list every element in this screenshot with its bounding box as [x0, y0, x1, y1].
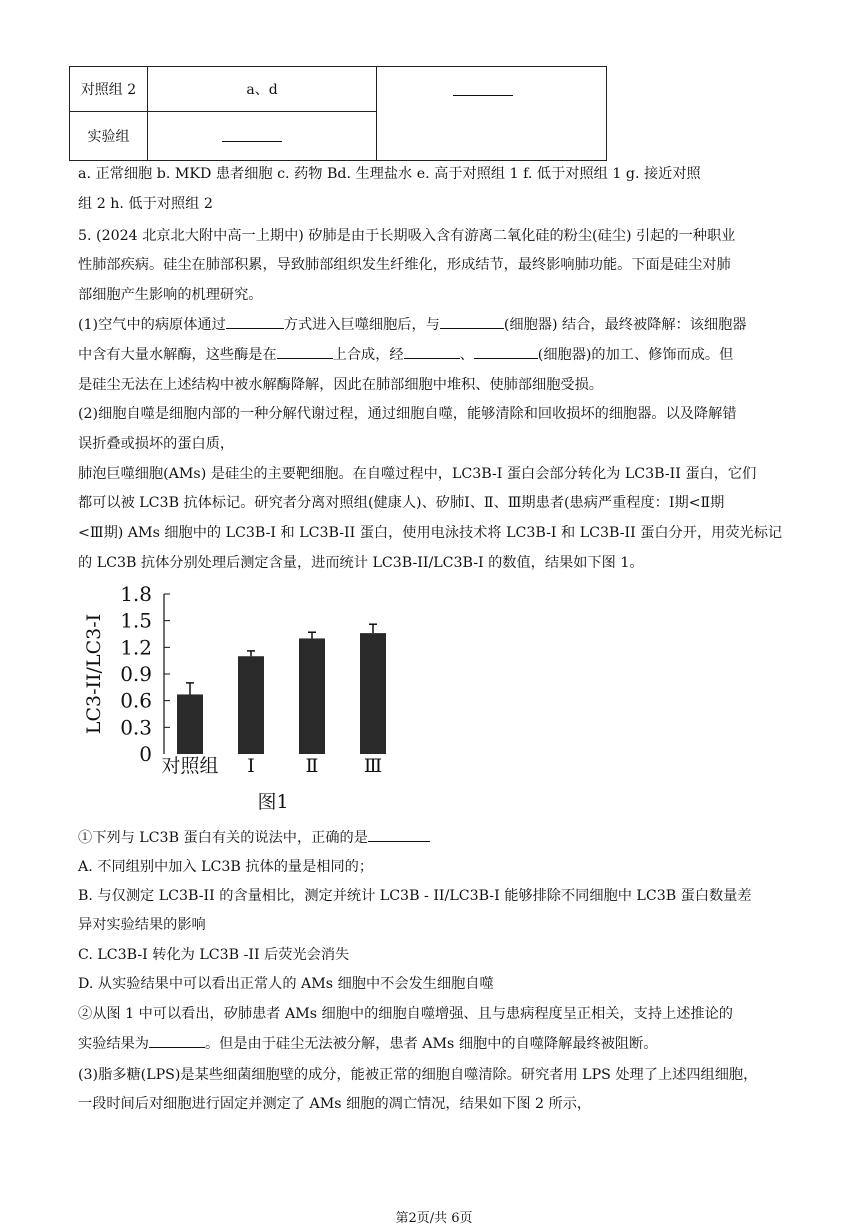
page-footer: 第2页/共 6页: [395, 1211, 473, 1226]
y-axis-label: LC3-II/LC3-I: [83, 613, 105, 735]
option-d: D. 从实验结果中可以看出正常人的 AMs 细胞中不会发生细胞自噬: [78, 976, 494, 992]
figure-caption: 图1: [257, 791, 289, 813]
part-2-line: (2)细胞自噬是细胞内部的一种分解代谢过程，通过细胞自噬，能够清除和回收损坏的细胞器。以及降解错: [78, 406, 737, 422]
table-cell-result: [377, 67, 607, 161]
text-span: (1)空气中的病原体通过: [78, 317, 226, 333]
y-tick-label: 0.9: [120, 662, 152, 686]
text-span: 方式进入巨噬细胞后，与: [283, 317, 440, 333]
table-cell-label: 实验组: [70, 112, 148, 161]
y-tick-label: 1.2: [120, 635, 152, 660]
text-span: 上合成，经: [332, 347, 404, 363]
part-2-line: 肺泡巨噬细胞(AMs) 是硅尘的主要靶细胞。在自噬过程中，LC3B-I 蛋白会部分转化为 LC3B-II 蛋白，它们: [78, 466, 757, 482]
x-tick-label: Ⅲ: [363, 755, 383, 777]
option-a: A. 不同组别中加入 LC3B 抗体的量是相同的；: [78, 859, 374, 875]
question-5-stem: 5. (2024 北京北大附中高一上期中) 矽肺是由于长期吸入含有游离二氧化硅的粉尘(硅尘) 引起的一种职业: [78, 228, 736, 244]
table-row: [70, 67, 607, 112]
bar: [238, 656, 264, 754]
table-cell-value: a、d: [148, 67, 377, 112]
text-span: (细胞器) 结合，最终被降解：该细胞器: [503, 317, 747, 333]
y-tick-label: 1.5: [120, 608, 152, 633]
experiment-table-fragment: [69, 66, 607, 161]
table-cell-label: 对照组 2: [70, 67, 148, 112]
part-2-line: 的 LC3B 抗体分别处理后测定含量，进而统计 LC3B-II/LC3B-I 的数值，结果如下图 1。: [78, 555, 644, 571]
answer-blank: [440, 316, 504, 329]
figure-1-bar-chart: [80, 578, 420, 818]
part-3-line: (3)脂多糖(LPS)是某些细菌细胞壁的成分，能被正常的细胞自噬清除。研究者用 LPS 处理了上述四组细胞，: [78, 1067, 758, 1083]
part-1-line: [78, 346, 818, 364]
question-2-line: [78, 1035, 818, 1053]
bar: [299, 638, 325, 754]
part-1-line: 是硅尘无法在上述结构中被水解酶降解，因此在肺部细胞中堆积、使肺部细胞受损。: [78, 377, 603, 393]
answer-blank: [222, 140, 282, 142]
bar: [177, 694, 203, 754]
options-line: 组 2 h. 低于对照组 2: [78, 196, 213, 212]
y-tick-label: 1.8: [120, 582, 152, 606]
text-span: 、: [459, 347, 474, 363]
answer-blank: [404, 346, 460, 359]
answer-blank: [453, 94, 513, 96]
y-tick-label: 0.3: [120, 715, 152, 740]
option-b: B. 与仅测定 LC3B-II 的含量相比，测定并统计 LC3B - II/LC3B-I 能够排除不同细胞中 LC3B 蛋白数量差: [78, 888, 752, 904]
part-2-line: <Ⅲ期) AMs 细胞中的 LC3B-I 和 LC3B-II 蛋白，使用电泳技术将 LC3B-I 和 LC3B-II 蛋白分开，用荧光标记: [78, 525, 783, 541]
y-tick-label: 0: [139, 742, 152, 766]
text-span: ①下列与 LC3B 蛋白有关的说法中，正确的是: [78, 830, 368, 846]
answer-blank: [226, 316, 284, 329]
part-1-line: [78, 316, 818, 334]
answer-blank: [277, 346, 333, 359]
question-5-stem: 性肺部疾病。硅尘在肺部积累，导致肺部组织发生纤维化，形成结节，最终影响肺功能。下面是硅尘对肺: [78, 257, 731, 273]
question-2-line: ②从图 1 中可以看出，矽肺患者 AMs 细胞中的细胞自噬增强、且与患病程度呈正相关，支持上述推论的: [78, 1006, 733, 1022]
x-tick-label: Ⅰ: [247, 755, 255, 777]
question-1-line: [78, 829, 818, 847]
table-cell-value: [148, 112, 377, 161]
text-span: 中含有大量水解酶，这些酶是在: [78, 347, 277, 363]
x-tick-label: Ⅱ: [305, 755, 319, 777]
x-tick-label: 对照组: [161, 755, 219, 777]
text-span: 。但是由于硅尘无法被分解，患者 AMs 细胞中的自噬降解最终被阻断。: [204, 1036, 658, 1052]
part-2-line: 都可以被 LC3B 抗体标记。研究者分离对照组(健康人)、矽肺Ⅰ、Ⅱ、Ⅲ期患者(患病严重程度：Ⅰ期<Ⅱ期: [78, 495, 725, 511]
part-3-line: 一段时间后对细胞进行固定并测定了 AMs 细胞的凋亡情况，结果如下图 2 所示，: [78, 1096, 592, 1112]
options-line: a. 正常细胞 b. MKD 患者细胞 c. 药物 Bd. 生理盐水 e. 高于对照组 1 f. 低于对照组 1 g. 接近对照: [78, 166, 701, 182]
bar: [360, 633, 386, 754]
y-tick-label: 0.6: [120, 688, 152, 713]
answer-blank: [474, 346, 538, 359]
text-span: 实验结果为: [78, 1036, 149, 1052]
answer-blank: [368, 829, 430, 842]
question-5-stem: 部细胞产生影响的机理研究。: [78, 287, 263, 303]
part-2-line: 误折叠或损坏的蛋白质，: [78, 436, 235, 452]
answer-blank: [149, 1035, 205, 1048]
option-c: C. LC3B-I 转化为 LC3B -II 后荧光会消失: [78, 947, 350, 963]
text-span: (细胞器)的加工、修饰而成。但: [537, 347, 734, 363]
option-b: 异对实验结果的影响: [78, 917, 206, 933]
